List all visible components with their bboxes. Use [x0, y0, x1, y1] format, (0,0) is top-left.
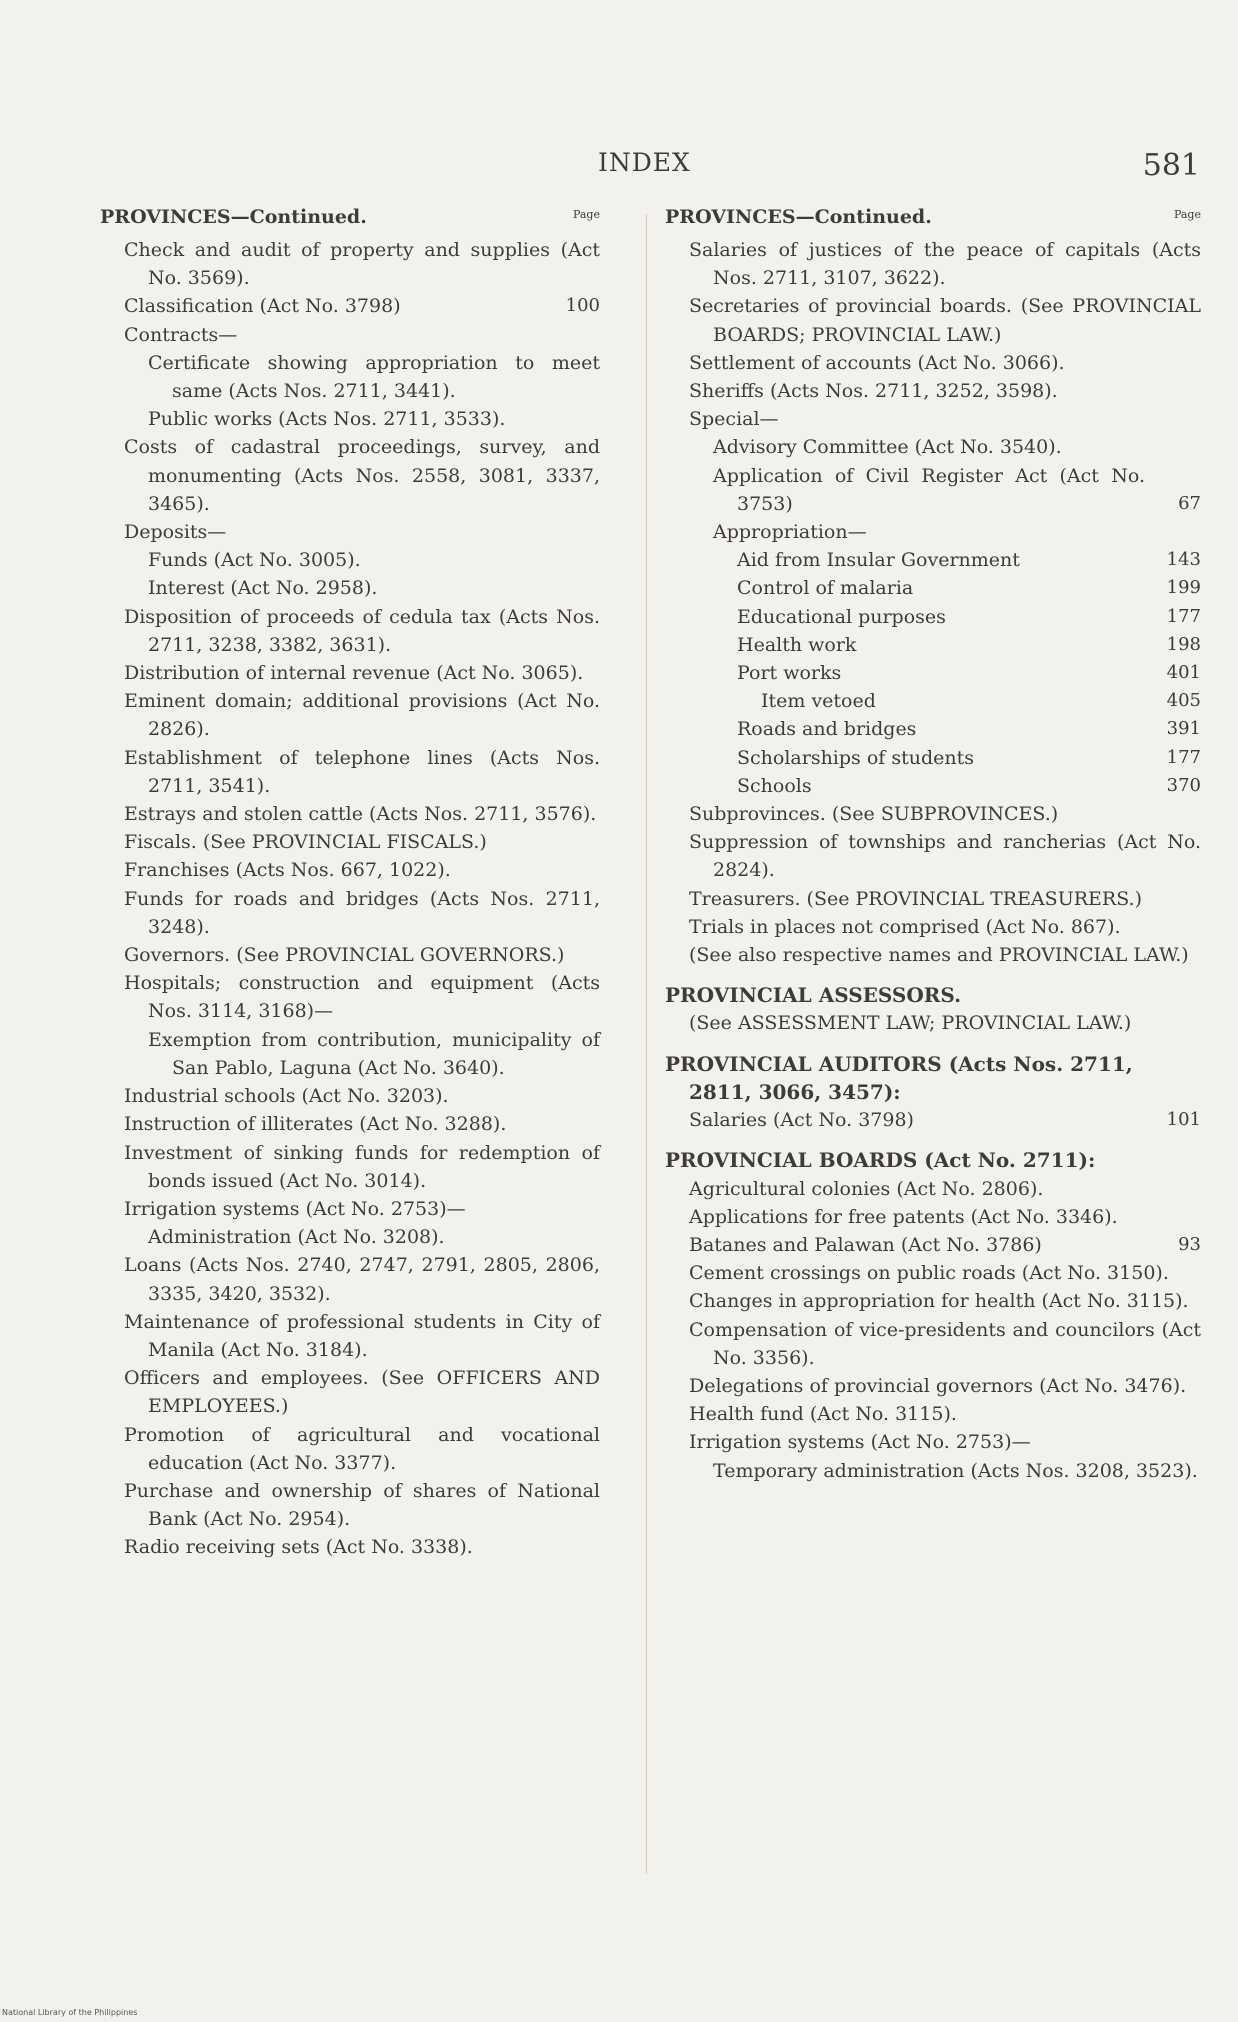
index-entry — [100, 1082, 600, 1110]
index-entry — [665, 631, 1201, 659]
index-entry — [100, 236, 600, 292]
index-entry — [665, 1457, 1201, 1485]
entry-text: Special— — [689, 408, 779, 431]
index-entry — [100, 574, 600, 602]
index-entry — [100, 1421, 600, 1477]
entry-page-ref: 370 — [1166, 774, 1201, 796]
entry-page-ref: 198 — [1166, 633, 1201, 655]
index-entry — [665, 1259, 1201, 1287]
entry-text: Schools — [737, 774, 812, 797]
entry-text: Classification (Act No. 3798) — [124, 295, 401, 318]
index-entry — [100, 1110, 600, 1138]
index-entry — [665, 1009, 1201, 1037]
entry-text: Instruction of illiterates (Act No. 3288). — [124, 1113, 507, 1136]
index-entry — [100, 941, 600, 969]
left-heading-text: PROVINCES—Continued. — [100, 206, 367, 228]
index-entry — [665, 941, 1201, 969]
index-entry — [665, 292, 1201, 348]
index-entry — [665, 1203, 1201, 1231]
index-entry — [665, 885, 1201, 913]
index-entry — [665, 659, 1201, 687]
entry-text: Radio receiving sets (Act No. 3338). — [124, 1536, 473, 1559]
entry-text: Irrigation systems (Act No. 2753)— — [689, 1431, 1031, 1454]
entry-page-ref: 177 — [1166, 605, 1201, 627]
index-entry — [665, 772, 1201, 800]
index-entry — [665, 574, 1201, 602]
entry-page-ref: 401 — [1166, 662, 1201, 684]
index-entry — [100, 1223, 600, 1251]
entry-text: PROVINCIAL BOARDS (Act No. 2711): — [665, 1148, 1096, 1173]
index-entry — [100, 321, 600, 349]
index-entry — [665, 1316, 1201, 1372]
entry-page-ref: 199 — [1166, 577, 1201, 599]
entry-text: Contracts— — [124, 323, 238, 346]
entry-text: Temporary administration (Acts Nos. 3208, 3523). — [713, 1459, 1198, 1482]
index-entry — [100, 828, 600, 856]
index-entry — [100, 885, 600, 941]
entry-text: Sheriffs (Acts Nos. 2711, 3252, 3598). — [689, 380, 1058, 403]
index-entry — [665, 1400, 1201, 1428]
entry-text: Certificate showing appropriation to meet same (Acts Nos. 2711, 3441). — [148, 351, 600, 403]
index-entry — [665, 715, 1201, 743]
index-entry — [665, 1175, 1201, 1203]
index-entry — [665, 462, 1201, 518]
entry-text: Subprovinces. (See SUBPROVINCES.) — [689, 803, 1059, 826]
right-heading-text: PROVINCES—Continued. — [665, 206, 932, 228]
entry-text: Establishment of telephone lines (Acts Nos. 2711, 3541). — [124, 746, 600, 797]
entry-text: Delegations of provincial governors (Act No. 3476). — [689, 1374, 1187, 1397]
index-entry — [665, 349, 1201, 377]
entry-text: Advisory Committee (Act No. 3540). — [713, 436, 1062, 459]
index-entry — [100, 1026, 600, 1082]
index-entry — [665, 236, 1201, 292]
index-entry — [665, 913, 1201, 941]
entry-page-ref: 100 — [565, 295, 600, 317]
entry-text: Suppression of townships and rancherias (Act No. 2824). — [689, 831, 1201, 882]
entry-text: Health work — [737, 633, 857, 656]
entry-text: Cement crossings on public roads (Act No. 3150). — [689, 1262, 1169, 1285]
page-number: 581 — [1142, 148, 1200, 183]
entry-text: Maintenance of professional students in City of Manila (Act No. 3184). — [124, 1310, 600, 1361]
entry-text: Scholarships of students — [737, 746, 974, 769]
entry-text: Industrial schools (Act No. 3203). — [124, 1085, 449, 1108]
index-entry — [665, 1287, 1201, 1315]
entry-text: Item vetoed — [761, 690, 876, 713]
right-column-heading — [665, 206, 1201, 234]
index-entry — [665, 687, 1201, 715]
entry-page-ref: 143 — [1166, 549, 1201, 571]
index-entry — [665, 828, 1201, 884]
entry-text: Officers and employees. (See OFFICERS AND EMPLOYEES.) — [124, 1367, 600, 1418]
left-column-heading — [100, 206, 600, 234]
entry-text: Fiscals. (See PROVINCIAL FISCALS.) — [124, 831, 487, 854]
entry-text: Changes in appropriation for health (Act No. 3115). — [689, 1290, 1189, 1313]
index-main-heading — [665, 981, 1201, 1009]
entry-text: Administration (Act No. 3208). — [148, 1226, 445, 1249]
entry-text: Deposits— — [124, 521, 227, 544]
index-entry — [100, 603, 600, 659]
index-entry — [100, 349, 600, 405]
index-entry — [665, 377, 1201, 405]
entry-text: Applications for free patents (Act No. 3346). — [689, 1205, 1118, 1228]
index-entry — [665, 800, 1201, 828]
entry-text: Compensation of vice-presidents and councilors (Act No. 3356). — [689, 1318, 1201, 1369]
index-main-heading — [665, 1050, 1201, 1106]
entry-page-ref: 177 — [1166, 746, 1201, 768]
index-entry — [100, 1195, 600, 1223]
entry-text: (See also respective names and PROVINCIAL LAW.) — [689, 944, 1189, 967]
index-entry — [100, 1251, 600, 1307]
index-entry — [665, 518, 1201, 546]
index-entry — [100, 969, 600, 1025]
entry-text: (See ASSESSMENT LAW; PROVINCIAL LAW.) — [689, 1012, 1132, 1035]
index-entry — [665, 546, 1201, 574]
entry-text: Agricultural colonies (Act No. 2806). — [689, 1177, 1044, 1200]
index-entry — [100, 518, 600, 546]
index-main-heading — [665, 1146, 1201, 1174]
entry-text: PROVINCIAL AUDITORS (Acts Nos. 2711, 2811, 3066, 3457): — [665, 1051, 1133, 1104]
entry-text: Costs of cadastral proceedings, survey, and monumenting (Acts Nos. 2558, 3081, 3337, 3465). — [124, 436, 600, 515]
index-entry — [100, 659, 600, 687]
entry-text: Check and audit of property and supplies (Act No. 3569). — [124, 239, 600, 290]
entry-page-ref: 405 — [1166, 690, 1201, 712]
entry-text: Purchase and ownership of shares of National Bank (Act No. 2954). — [124, 1479, 600, 1531]
index-entry — [100, 1533, 600, 1561]
entry-text: Franchises (Acts Nos. 667, 1022). — [124, 859, 451, 882]
running-title: INDEX — [598, 148, 691, 177]
entry-text: Distribution of internal revenue (Act No. 3065). — [124, 662, 584, 685]
entry-text: Roads and bridges — [737, 718, 917, 741]
column-divider — [646, 214, 647, 1874]
entry-text: Funds for roads and bridges (Acts Nos. 2711, 3248). — [124, 887, 600, 938]
entry-text: Appropriation— — [713, 521, 867, 544]
entry-text: Loans (Acts Nos. 2740, 2747, 2791, 2805, 2806, 3335, 3420, 3532). — [124, 1254, 600, 1305]
entry-page-ref: 67 — [1178, 492, 1201, 514]
left-column — [100, 206, 600, 1562]
index-entry — [100, 687, 600, 743]
index-entry — [100, 546, 600, 574]
entry-text: Public works (Acts Nos. 2711, 3533). — [148, 408, 506, 431]
index-entry — [100, 744, 600, 800]
entry-text: Trials in places not comprised (Act No. 867). — [689, 915, 1121, 938]
index-entry — [100, 405, 600, 433]
index-entry — [665, 744, 1201, 772]
index-entry — [665, 603, 1201, 631]
index-entry — [100, 1477, 600, 1533]
entry-text: Treasurers. (See PROVINCIAL TREASURERS.) — [689, 887, 1142, 910]
left-page-label: Page — [572, 208, 600, 221]
entry-text: Health fund (Act No. 3115). — [689, 1403, 957, 1426]
entry-text: Salaries of justices of the peace of capitals (Acts Nos. 2711, 3107, 3622). — [689, 239, 1201, 290]
entry-text: Educational purposes — [737, 605, 946, 628]
right-column — [665, 206, 1201, 1485]
entry-text: Estrays and stolen cattle (Acts Nos. 2711, 3576). — [124, 803, 597, 826]
index-entry — [665, 433, 1201, 461]
entry-text: Hospitals; construction and equipment (Acts Nos. 3114, 3168)— — [124, 972, 600, 1023]
index-entry — [665, 1428, 1201, 1456]
entry-text: Control of malaria — [737, 577, 914, 600]
entry-text: Investment of sinking funds for redemption of bonds issued (Act No. 3014). — [124, 1141, 600, 1192]
entry-text: Interest (Act No. 2958). — [148, 577, 378, 600]
library-imprint: National Library of the Philippines — [2, 2008, 138, 2017]
index-entry — [100, 433, 600, 518]
entry-text: PROVINCIAL ASSESSORS. — [665, 983, 962, 1008]
index-entry — [665, 1231, 1201, 1259]
index-entry — [665, 1372, 1201, 1400]
entry-page-ref: 93 — [1178, 1233, 1201, 1255]
entry-page-ref: 101 — [1166, 1109, 1201, 1131]
entry-text: Disposition of proceeds of cedula tax (Acts Nos. 2711, 3238, 3382, 3631). — [124, 605, 600, 656]
entry-text: Batanes and Palawan (Act No. 3786) — [689, 1233, 1042, 1256]
index-entry — [665, 1106, 1201, 1134]
entry-text: Aid from Insular Government — [737, 549, 1020, 572]
entry-text: Exemption from contribution, municipality of San Pablo, Laguna (Act No. 3640). — [148, 1028, 600, 1079]
entry-text: Secretaries of provincial boards. (See PROVINCIAL BOARDS; PROVINCIAL LAW.) — [689, 295, 1201, 346]
entry-text: Eminent domain; additional provisions (Act No. 2826). — [124, 690, 600, 741]
index-entry — [100, 1364, 600, 1420]
right-page-label: Page — [1173, 208, 1201, 221]
index-entry — [665, 405, 1201, 433]
index-entry — [100, 856, 600, 884]
entry-text: Salaries (Act No. 3798) — [689, 1109, 914, 1132]
running-header — [0, 148, 1238, 188]
entry-text: Port works — [737, 662, 842, 685]
index-entry — [100, 800, 600, 828]
entry-text: Irrigation systems (Act No. 2753)— — [124, 1197, 466, 1220]
entry-page-ref: 391 — [1166, 718, 1201, 740]
entry-text: Promotion of agricultural and vocational education (Act No. 3377). — [124, 1423, 600, 1474]
entry-text: Governors. (See PROVINCIAL GOVERNORS.) — [124, 944, 565, 967]
entry-text: Settlement of accounts (Act No. 3066). — [689, 351, 1065, 374]
entry-text: Funds (Act No. 3005). — [148, 549, 361, 572]
index-entry — [100, 1308, 600, 1364]
index-entry — [100, 292, 600, 320]
entry-text: Application of Civil Register Act (Act No. 3753) — [713, 464, 1145, 515]
index-entry — [100, 1139, 600, 1195]
